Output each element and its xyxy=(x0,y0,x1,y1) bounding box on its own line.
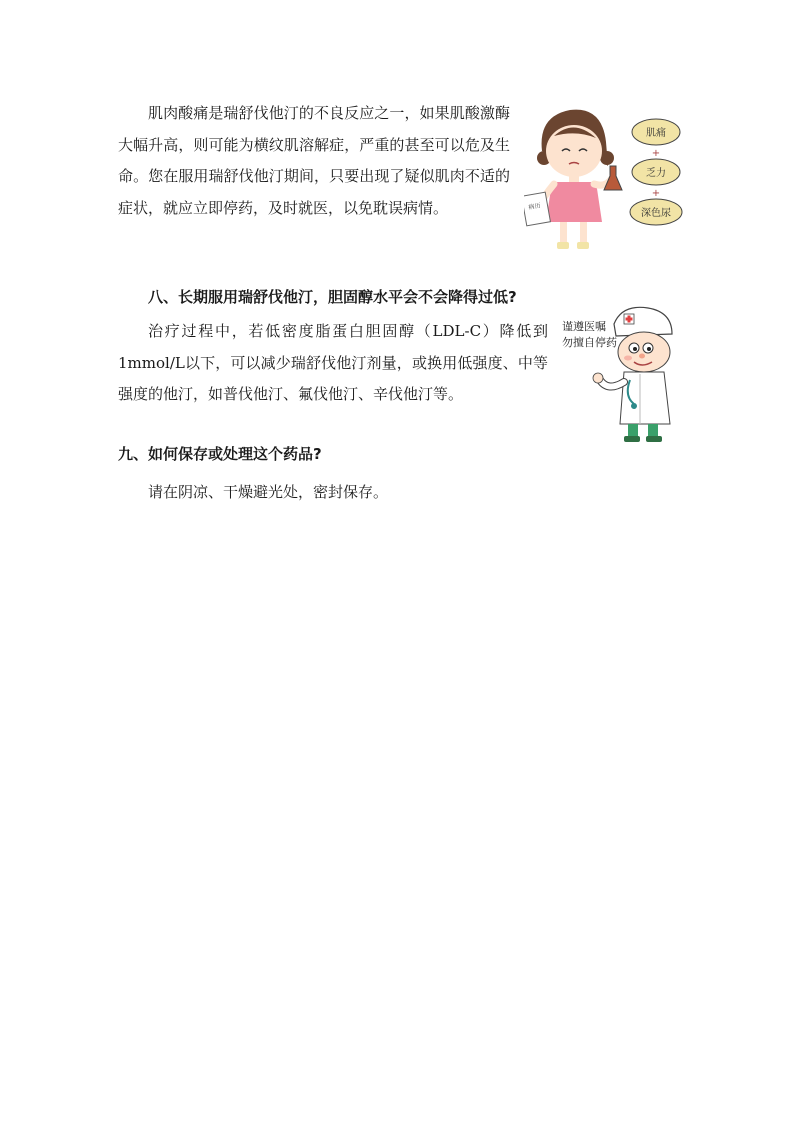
section-9-heading: 九、如何保存或处理这个药品? xyxy=(118,445,322,463)
svg-text:病历: 病历 xyxy=(528,202,542,212)
doctor-advice-sign xyxy=(562,319,617,349)
section-9-body: 请在阴凉、干燥避光处，密封保存。 xyxy=(148,483,389,501)
svg-text:勿擅自停药: 勿擅自停药 xyxy=(562,336,617,349)
svg-text:肌痛: 肌痛 xyxy=(646,128,666,139)
svg-text:深色尿: 深色尿 xyxy=(641,208,671,219)
paragraph-muscle-pain: 肌肉酸痛是瑞舒伐他汀的不良反应之一，如果肌酸激酶大幅升高，则可能为横纹肌溶解症，严重的甚至可以危及生命。您在服用瑞舒伐他汀期间，只要出现了疑似肌肉不适的症状，就应立即停药，及时就医，以免耽误病情。 xyxy=(118,104,510,217)
doctor-illustration xyxy=(560,300,682,446)
svg-text:乏力: 乏力 xyxy=(646,168,666,179)
svg-text:+: + xyxy=(651,188,661,199)
svg-text:谨遵医嘱: 谨遵医嘱 xyxy=(562,320,606,333)
symptom-bubble-3 xyxy=(630,199,682,225)
section-8-body: 治疗过程中，若低密度脂蛋白胆固醇（LDL-C）降低到1mmol/L以下，可以减少瑞舒伐他汀剂量，或换用低强度、中等强度的他汀，如普伐他汀、氟伐他汀、辛伐他汀等。 xyxy=(118,322,548,403)
symptom-bubble-1 xyxy=(632,119,680,145)
medical-record-paper xyxy=(524,192,550,226)
symptom-bubble-2 xyxy=(632,159,680,185)
sick-girl-illustration xyxy=(524,96,684,256)
section-8-heading: 八、长期服用瑞舒伐他汀，胆固醇水平会不会降得过低? xyxy=(148,288,517,306)
svg-text:+: + xyxy=(651,148,661,159)
